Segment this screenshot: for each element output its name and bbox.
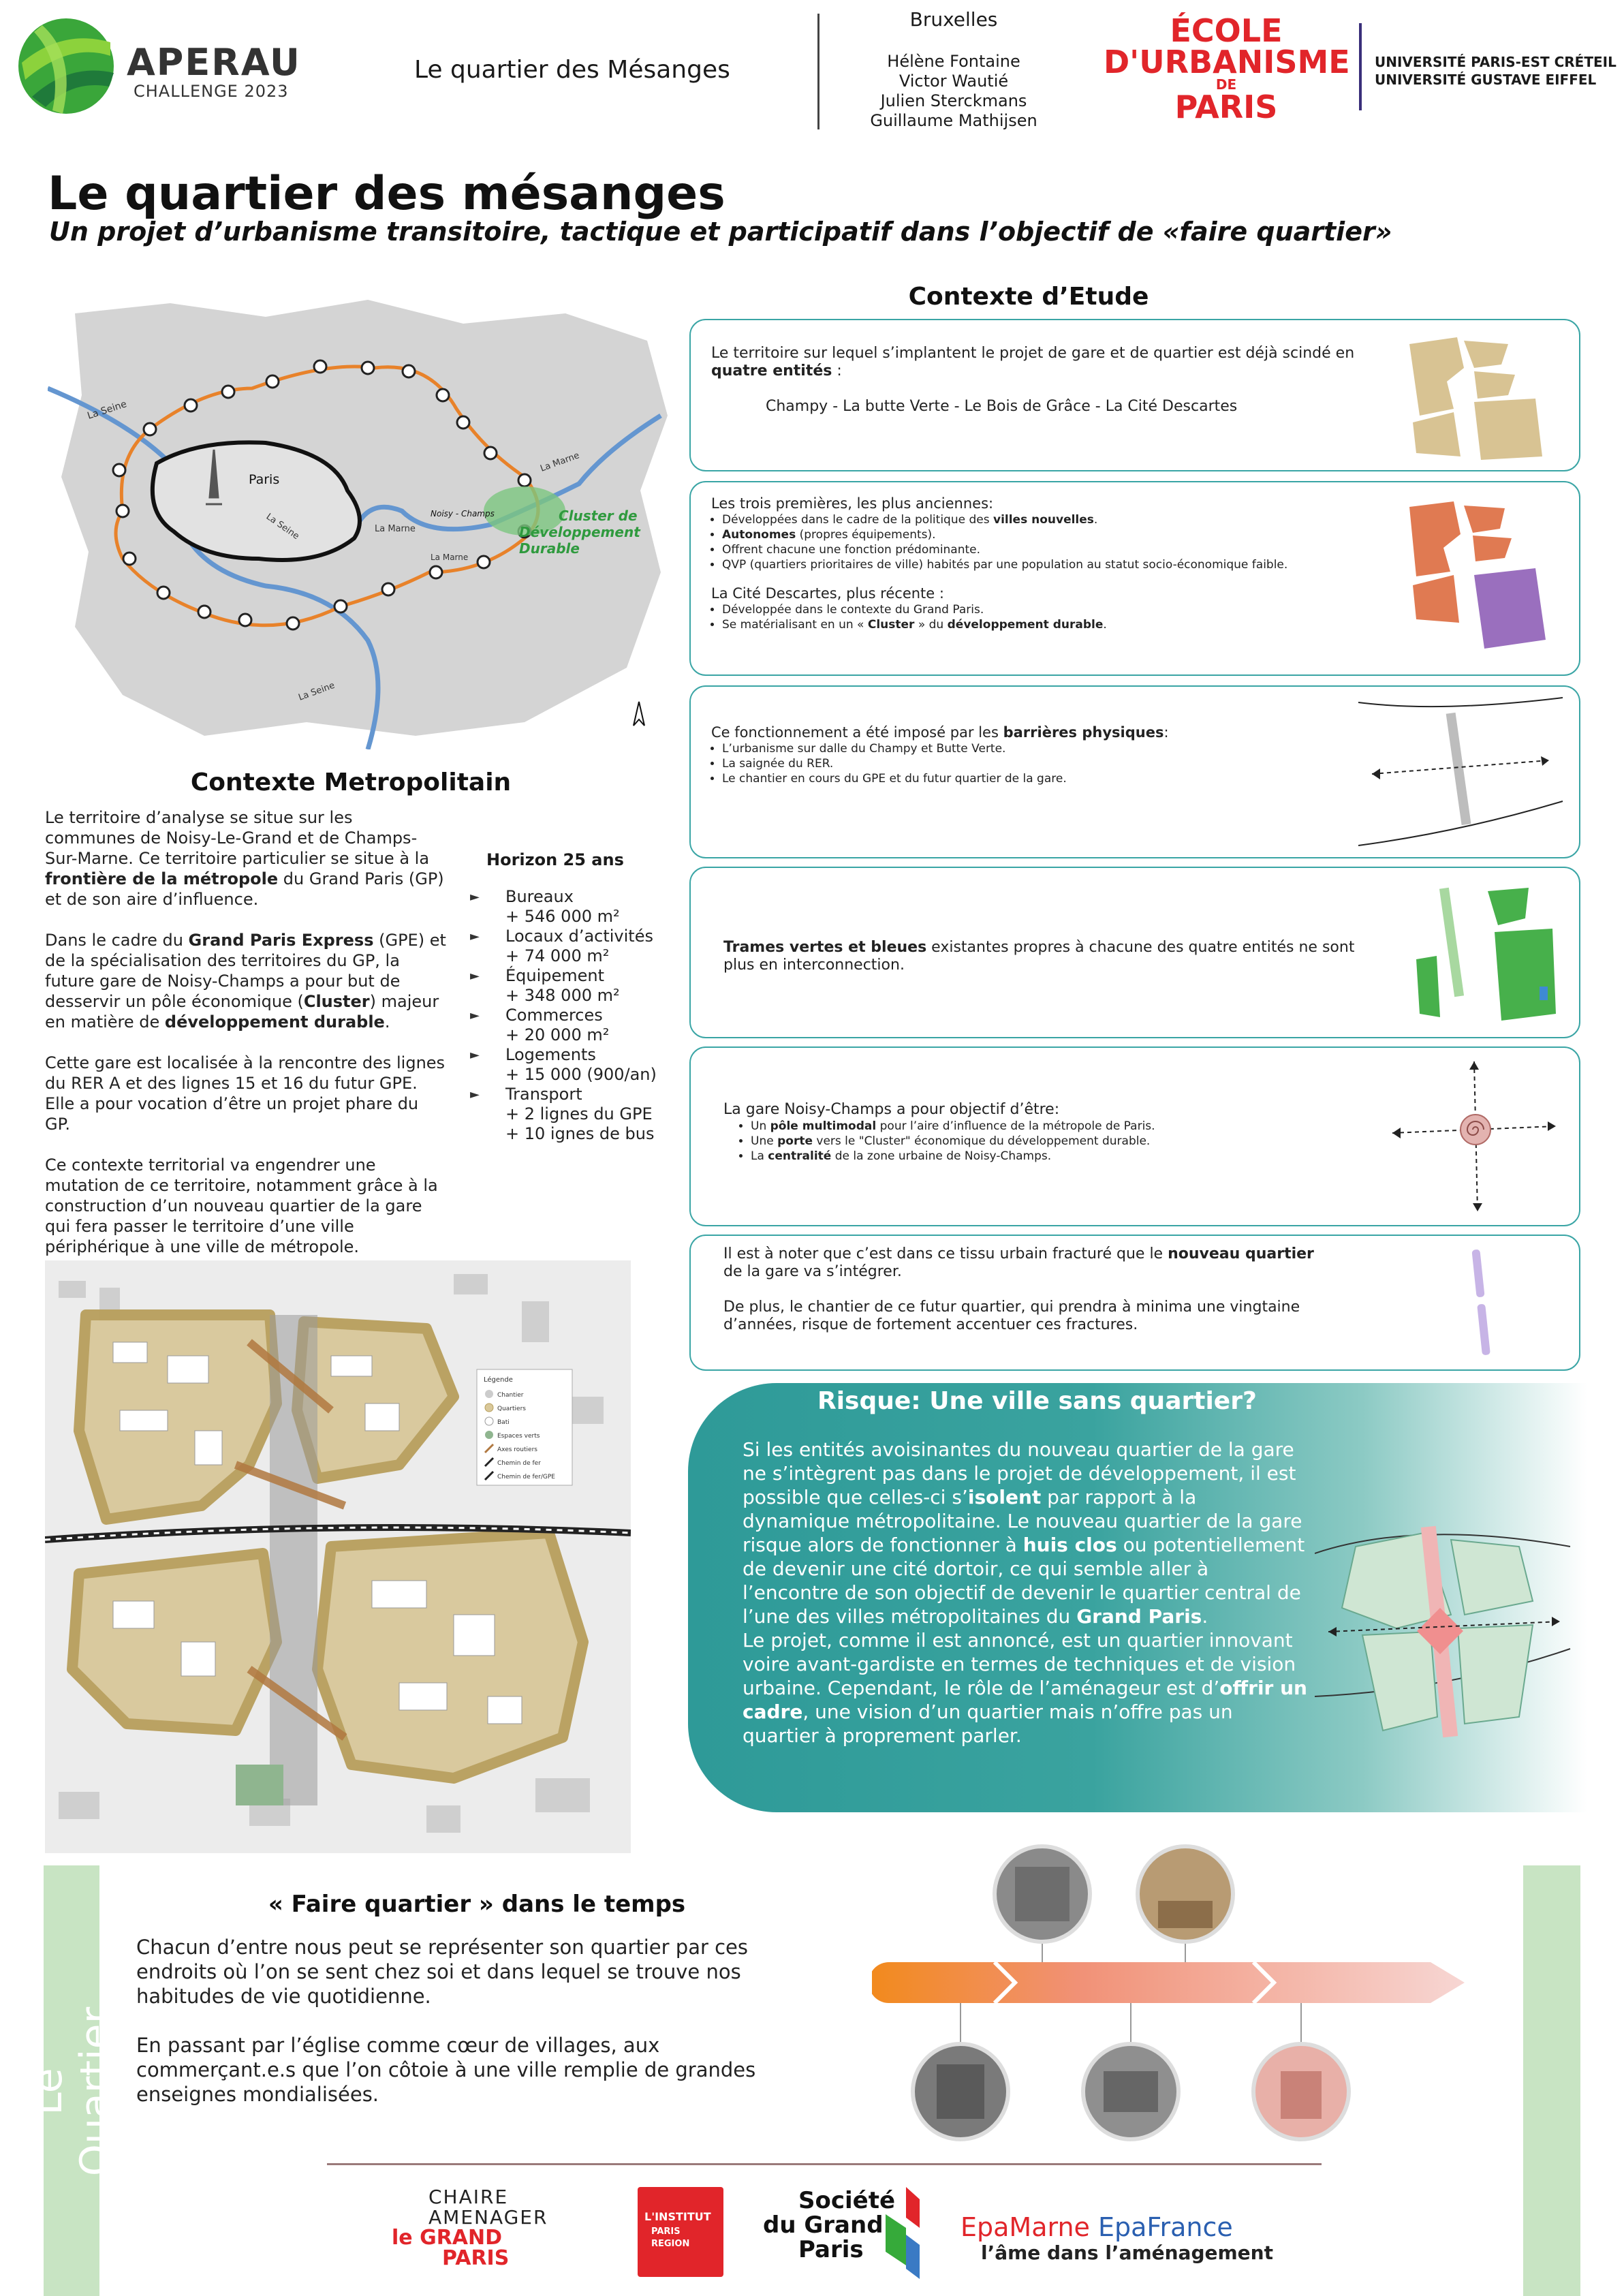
- sgp-line: Paris: [798, 2236, 864, 2263]
- bullet-list: [723, 1119, 1309, 1164]
- cluster-label: Développement: [519, 524, 640, 540]
- legend-item: Espaces verts: [497, 1433, 540, 1440]
- paris-label: Paris: [249, 472, 280, 487]
- text-run: Développées dans le cadre de la politique des: [722, 513, 993, 527]
- metro-paragraph: Ce contexte territorial va engendrer une mutation de ce territoire, notamment grâce à la construction d’un nouveau quartier de la gare qui fera passer le territoire d’une ville périphérique à une ville de métropole.: [45, 1155, 438, 1256]
- text-run-bold: développement durable: [164, 1012, 385, 1031]
- horizon-value: + 546 000 m²: [505, 907, 620, 926]
- four-entities-diagram: [1399, 327, 1563, 463]
- horizon-label: ► Locaux d’activités: [505, 927, 653, 946]
- text-run-bold: isolent: [967, 1486, 1042, 1508]
- bullet-list: [711, 602, 1413, 632]
- green-blue-diagram: [1406, 878, 1570, 1027]
- horizon-heading: Horizon 25 ans: [486, 850, 624, 869]
- etude-box-station: [689, 1046, 1580, 1226]
- box-paragraph: [723, 939, 1377, 974]
- university-names: [1375, 53, 1617, 89]
- text-run-bold: pôle multimodal: [770, 1119, 877, 1133]
- author: Victor Wautié: [899, 72, 1009, 91]
- seine-label: La Seine: [86, 399, 129, 422]
- text-run: Une: [751, 1134, 778, 1148]
- text-run: , une vision d’un quartier mais n’offre pas un quartier à proprement parler.: [743, 1701, 1233, 1747]
- box-text: [711, 345, 1365, 416]
- text-run-bold: centralité: [768, 1149, 832, 1163]
- faire-paragraph: En passant par l’église comme cœur de villages, aux commerçant.e.s que l’on côtoie à une ville remplie de grandes enseignes mondialisées.: [136, 2034, 756, 2106]
- text-run: Un: [751, 1119, 770, 1133]
- text-run: Si les entités avoisinantes du nouveau quartier de la gare ne s’intègrent pas dans le projet de développement, il est possible que celles-ci s’: [743, 1438, 1296, 1508]
- vertical-label: Le Quartier: [24, 2006, 119, 2177]
- bullet-item: [722, 617, 1413, 632]
- school-line: D'URBANISME: [1104, 44, 1350, 80]
- entities-history-diagram: [1399, 493, 1563, 664]
- city: Bruxelles: [909, 8, 998, 31]
- chaire-line: AMENAGER: [428, 2206, 548, 2229]
- horizon-item: [505, 927, 688, 966]
- horizon-item: [505, 1006, 688, 1045]
- bullet-item: [751, 1149, 1309, 1164]
- authors: [852, 52, 1056, 131]
- horizon-item: [505, 966, 688, 1006]
- text-run: Le territoire d’analyse se situe sur les communes de Noisy-Le-Grand et de Champs-Sur-Marne. Ce territoire particulier se situe à la: [45, 808, 430, 868]
- legend-item: Quartiers: [497, 1406, 526, 1412]
- chaire-line: PARIS: [442, 2246, 510, 2270]
- text-run-bold: frontière de la métropole: [45, 869, 279, 888]
- seine-label: La Seine: [264, 511, 301, 542]
- risk-heading: Risque: Une ville sans quartier?: [817, 1387, 1257, 1415]
- institut-logo: [638, 2187, 723, 2277]
- marne-label: La Marne: [375, 524, 416, 534]
- text-run: ou potentiellement de devenir une cité dortoir, ce qui semble aller à l’encontre de son objectif de devenir le quartier central de l’une des villes métropolitaines du: [743, 1534, 1305, 1628]
- marne-label: La Marne: [539, 450, 581, 474]
- bullet-item: • QVP (quartiers prioritaires de ville) habités par une population au statut socio-économique faible.: [722, 557, 1413, 572]
- vertical-band-right: [1523, 1865, 1580, 2296]
- horizon-label: ► Commerces: [505, 1006, 603, 1025]
- bullet-item: • Offrent chacune une fonction prédominante.: [722, 542, 1413, 557]
- bullet-item: [751, 1134, 1309, 1149]
- text-run-bold: Cluster: [867, 618, 915, 632]
- box-paragraph: [711, 724, 1297, 741]
- box-text: [723, 1245, 1337, 1334]
- box-paragraph: De plus, le chantier de ce futur quartier, qui prendra à minima une vingtaine d’années, risque de fortement accentuer ces fractures.: [723, 1299, 1300, 1333]
- horizon-value: + 74 000 m²: [505, 946, 610, 965]
- chaire-line: le GRAND: [392, 2226, 503, 2250]
- page-title: Le quartier des mésanges: [48, 167, 725, 221]
- bullet-item: • L’urbanisme sur dalle du Champy et Butte Verte.: [722, 741, 1297, 756]
- text-run: Se matérialisant en un «: [722, 618, 868, 632]
- risk-paragraph: [743, 1438, 1308, 1628]
- risk-paragraph: [743, 1628, 1308, 1748]
- text-run-bold: nouveau quartier: [1168, 1245, 1314, 1262]
- barriers-diagram: [1358, 692, 1570, 849]
- bullet-item: [722, 512, 1413, 527]
- footer-divider: [327, 2163, 1322, 2165]
- faire-heading: « Faire quartier » dans le temps: [268, 1891, 686, 1918]
- text-run: (GPE) et de la spécialisation des territoires du GP, la future gare de Noisy-Champs a pour but de desservir un pôle économique (: [45, 931, 446, 1011]
- text-run: .: [1202, 1605, 1208, 1628]
- author: Guillaume Mathijsen: [870, 111, 1037, 130]
- box-text: [723, 1101, 1309, 1164]
- school-logo: [1104, 12, 1350, 125]
- horizon-label: ► Transport: [505, 1085, 582, 1104]
- text-run: Le territoire sur lequel s’implantent le projet de gare et de quartier est déjà scindé en: [711, 345, 1355, 362]
- text-run: vers le "Cluster" économique du développement durable.: [812, 1134, 1151, 1148]
- text-run: pour l’aire d’influence de la métropole de Paris.: [876, 1119, 1155, 1133]
- box-text: [711, 724, 1297, 786]
- university-divider: [1359, 23, 1362, 110]
- text-run: » du: [914, 618, 948, 632]
- institut-line: PARIS: [651, 2227, 681, 2237]
- metro-text: [45, 807, 447, 1257]
- sgp-line: du Grand: [763, 2212, 884, 2239]
- horizon-item: [505, 1045, 688, 1085]
- text-run: .: [384, 1012, 390, 1031]
- institut-line: REGION: [651, 2239, 690, 2249]
- bullet-item: • Le chantier en cours du GPE et du futur quartier de la gare.: [722, 771, 1297, 786]
- aperau-challenge: CHALLENGE 2023: [134, 82, 289, 101]
- horizon-item: [505, 887, 688, 927]
- box-text: [723, 939, 1377, 974]
- university-line: UNIVERSITÉ PARIS-EST CRÉTEIL: [1375, 54, 1617, 70]
- text-run: par rapport à la dynamique métropolitaine. Le nouveau quartier de la gare risque alors de fonctionner à: [743, 1486, 1302, 1556]
- text-run-bold: barrières physiques: [1003, 724, 1164, 741]
- etude-box-green: [689, 867, 1580, 1038]
- author: Hélène Fontaine: [887, 52, 1020, 71]
- aperau-name: APERAU: [127, 41, 301, 84]
- sgp-line: Société: [798, 2187, 896, 2214]
- legend-item: Chemin de fer/GPE: [497, 1474, 555, 1480]
- isolated-district-diagram: [1315, 1512, 1574, 1758]
- text-run: Le projet, comme il est annoncé, est un quartier innovant voire avant-gardiste en termes de techniques et de vision urbaine. Cependant, le rôle de l’aménageur est d’: [743, 1629, 1296, 1699]
- epa-logo: [961, 2213, 1281, 2264]
- horizon-value: + 20 000 m²: [505, 1025, 610, 1044]
- timeline-photo: [913, 2003, 1008, 2139]
- text-run: de la gare va s’intégrer.: [723, 1263, 902, 1280]
- timeline-photo: [1138, 1846, 1233, 1962]
- text-run: Dans le cadre du: [45, 931, 189, 950]
- horizon-value: + 348 000 m²: [505, 986, 620, 1005]
- metro-paragraph: Cette gare est localisée à la rencontre des lignes du RER A et des lignes 15 et 16 du futur GPE. Elle a pour vocation d’être un projet phare du GP.: [45, 1053, 446, 1134]
- marne-label: La Marne: [431, 553, 469, 562]
- bullet-item: • Développée dans le contexte du Grand Paris.: [722, 602, 1413, 617]
- university-line: UNIVERSITÉ GUSTAVE EIFFEL: [1375, 72, 1597, 88]
- seine-label: La Seine: [297, 680, 337, 703]
- text-run: ) majeur en matière de: [45, 992, 439, 1031]
- text-run-bold: Grand Paris Express: [188, 931, 374, 950]
- box-text: [711, 495, 1413, 632]
- noisy-champs-label: Noisy - Champs: [431, 509, 495, 518]
- bullet-item: • La saignée du RER.: [722, 756, 1297, 771]
- text-run: de la zone urbaine de Noisy-Champs.: [831, 1149, 1052, 1163]
- text-run-bold: Cluster: [303, 992, 370, 1011]
- timeline-photo: [995, 1846, 1090, 1962]
- text-run: .: [1103, 618, 1107, 632]
- timeline-photo: [1083, 2003, 1178, 2139]
- epafrance-name: EpaFrance: [1098, 2212, 1233, 2242]
- text-run-bold: huis clos: [1022, 1534, 1117, 1556]
- cluster-label: Cluster de: [559, 508, 638, 524]
- timeline-arrow: [872, 1962, 1465, 2003]
- horizon-label: ► Bureaux: [505, 887, 574, 906]
- chaire-logo: [392, 2187, 610, 2269]
- box-paragraph: Champy - La butte Verte - Le Bois de Grâce - La Cité Descartes: [766, 398, 1238, 415]
- page-subtitle: Un projet d’urbanisme transitoire, tactique et participatif dans l’objectif de «faire quartier»: [49, 217, 1392, 247]
- box-paragraph: La gare Noisy-Champs a pour objectif d’être:: [723, 1101, 1060, 1118]
- author: Julien Sterckmans: [880, 91, 1027, 110]
- bullet-item: [751, 1119, 1309, 1134]
- horizon-list: [470, 887, 688, 1144]
- horizon-label: ► Logements: [505, 1045, 596, 1064]
- etude-box-barriers: [689, 685, 1580, 858]
- legend-item: Axes routiers: [497, 1446, 537, 1453]
- future-district-diagram: [1440, 1243, 1522, 1365]
- bullet-list: [711, 512, 1413, 572]
- text-run-bold: villes nouvelles: [993, 513, 1094, 527]
- legend-item: Chantier: [497, 1392, 524, 1399]
- legend-title: Légende: [484, 1376, 513, 1384]
- legend-item: Bati: [497, 1419, 510, 1426]
- text-run: La: [751, 1149, 768, 1163]
- faire-text: [136, 1935, 817, 2107]
- horizon-value: + 2 lignes du GPE: [505, 1104, 653, 1123]
- bullet-item: [722, 527, 1413, 542]
- text-run-bold: développement durable: [947, 618, 1104, 632]
- legend-item: Chemin de fer: [497, 1460, 541, 1467]
- etude-box-history: [689, 481, 1580, 676]
- text-run: du Grand Paris (GP) et de son aire d’influence.: [45, 869, 444, 909]
- map-legend: [477, 1369, 572, 1485]
- district-south-west: [72, 1553, 277, 1731]
- epa-tagline: l’âme dans l’aménagement: [981, 2241, 1273, 2264]
- epa-names: [961, 2213, 1281, 2241]
- etude-box-fracture: [689, 1235, 1580, 1371]
- text-run: :: [1164, 724, 1169, 741]
- text-run: Il est à noter que c’est dans ce tissu urbain fracturé que le: [723, 1245, 1168, 1262]
- text-run: Ce fonctionnement a été imposé par les: [711, 724, 1003, 741]
- box-paragraph: La Cité Descartes, plus récente :: [711, 585, 944, 602]
- metro-paragraph: [45, 930, 447, 1032]
- text-run-bold: Grand Paris: [1076, 1605, 1202, 1628]
- box-paragraph: Les trois premières, les plus anciennes:: [711, 495, 994, 512]
- horizon-label: ► Équipement: [505, 966, 605, 985]
- text-run: :: [832, 362, 842, 379]
- risk-text: [743, 1438, 1308, 1748]
- metropolitan-map: [48, 286, 681, 749]
- bullet-list: [711, 741, 1297, 786]
- school-line: DE: [1215, 76, 1237, 93]
- green-space: [236, 1765, 283, 1805]
- aperau-logo-icon: [15, 15, 117, 117]
- text-run: existantes propres à chacune des quatre entités ne sont plus en interconnection.: [723, 939, 1355, 974]
- text-run-bold: Autonomes: [722, 528, 796, 542]
- text-run: (propres équipements).: [796, 528, 936, 542]
- horizon-block: [470, 850, 688, 1144]
- horizon-value: + 15 000 (900/an): [505, 1065, 657, 1084]
- horizon-item: [505, 1085, 688, 1144]
- sgp-emblem-icon: [879, 2187, 926, 2282]
- box-paragraph: [723, 1245, 1337, 1281]
- text-run-bold: quatre entités: [711, 362, 832, 379]
- timeline-photo: [1253, 2003, 1349, 2139]
- timeline: [872, 1840, 1512, 2194]
- institut-line: L'INSTITUT: [644, 2210, 711, 2223]
- local-site-map: [45, 1260, 631, 1853]
- text-run: .: [1093, 513, 1098, 527]
- cluster-label: Durable: [519, 540, 580, 557]
- horizon-value: + 10 ignes de bus: [505, 1124, 655, 1143]
- header: [0, 0, 1624, 143]
- station-hub-diagram: [1379, 1055, 1570, 1218]
- box-paragraph: [711, 345, 1365, 380]
- etude-box-entities: [689, 319, 1580, 471]
- school-line: PARIS: [1174, 89, 1278, 125]
- faire-paragraph: Chacun d’entre nous peut se représenter son quartier par ces endroits où l’on se sent chez soi et dans lequel se trouve nos habitudes de vie quotidienne.: [136, 1936, 749, 2008]
- header-divider: [817, 14, 819, 129]
- chaire-line: CHAIRE: [428, 2186, 509, 2208]
- epamarne-name: EpaMarne: [961, 2212, 1090, 2242]
- text-run-bold: Trames vertes et bleues: [723, 939, 927, 956]
- text-run-bold: offrir un cadre: [743, 1677, 1307, 1723]
- text-run-bold: porte: [777, 1134, 813, 1148]
- school-line: ÉCOLE: [1170, 12, 1283, 49]
- project-name: Le quartier des Mésanges: [414, 56, 730, 84]
- metro-paragraph: [45, 807, 447, 910]
- district-south-east: [317, 1533, 583, 1778]
- etude-heading: Contexte d’Etude: [908, 283, 1149, 311]
- metro-heading: Contexte Metropolitain: [190, 769, 512, 796]
